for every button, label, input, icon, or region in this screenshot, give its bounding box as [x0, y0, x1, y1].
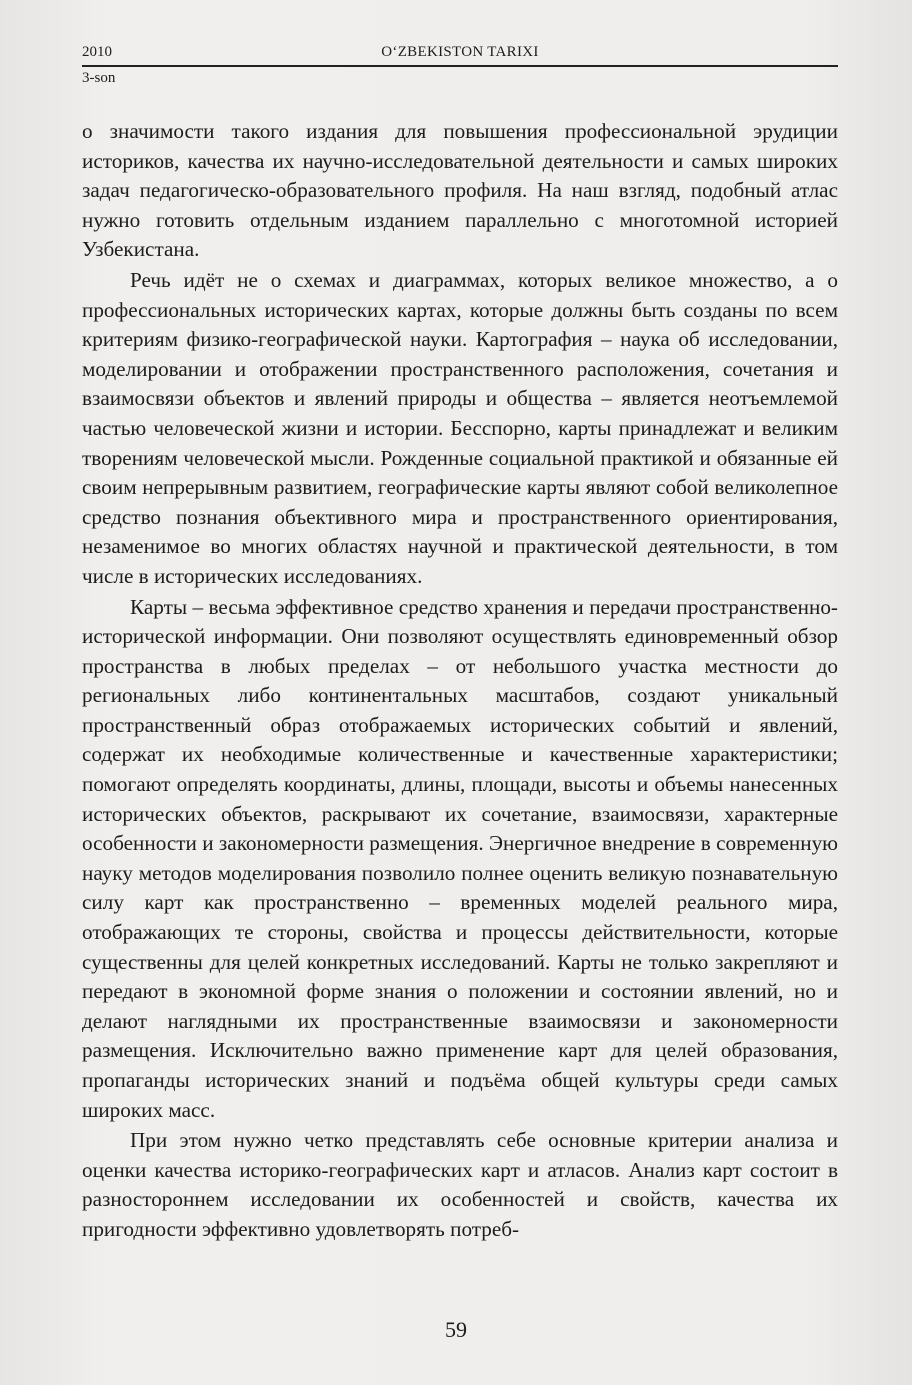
article-body: [82, 117, 838, 1245]
header-year: 2010: [82, 44, 112, 60]
page-number: 59: [445, 1317, 467, 1342]
journal-title: O‘ZBEKISTON TARIXI: [381, 44, 539, 60]
paragraph: Речь идёт не о схемах и диаграммах, которых великое множество, а о профессиональных исторических картах, которые должны быть созданы по всем критериям физико-географической науки. Картография – наука об исследовании, моделировании и отображении пространственного расположения, сочетания и взаимосвязи объектов и явлений природы и общества – является неотъемлемой частью человеческой жизни и истории. Бесспорно, карты принадлежат и великим творениям человеческой мысли. Рожденные социальной практикой и обязанные ей своим непрерывным развитием, географические карты являют собой великолепное средство познания объективного мира и пространственного ориентирования, незаменимое во многих областях научной и практической деятельности, в том числе в исторических исследованиях.: [82, 267, 838, 588]
header-rule: [82, 65, 838, 67]
paragraph: При этом нужно четко представлять себе основные критерии анализа и оценки качества историко-географических карт и атласов. Анализ карт состоит в разностороннем исследовании их особенностей и свойств, качества их пригодности эффективно удовлетворять потреб-: [82, 1128, 838, 1241]
running-header: [82, 44, 838, 84]
paragraph: Карты – весьма эффективное средство хранения и передачи пространственно-исторической информации. Они позволяют осуществлять единовременный обзор пространства в любых пределах – от небольшого участка местности до региональных либо континентальных масштабов, создают уникальный пространственный образ отображаемых исторических событий и явлений, содержат их необходимые количественные и качественные характеристики; помогают определять координаты, длины, площади, высоты и объемы нанесенных исторических объектов, раскрывают их сочетание, взаимосвязи, характерные особенности и закономерности размещения. Энергичное внедрение в современную науку методов моделирования позволило полнее оценить великую познавательную силу карт как пространственно – временных моделей реального мира, отображающих те стороны, свойства и процессы действительности, которые существенны для целей конкретных исследований. Карты не только закрепляют и передают в экономной форме знания о положении и состоянии явлений, но и делают наглядными их пространственные взаимосвязи и закономерности размещения. Исключительно важно применение карт для целей образования, пропаганды исторических знаний и подъёма общей культуры среди самых широких масс.: [82, 594, 838, 1122]
paragraph: о значимости такого издания для повышения профессиональной эрудиции историков, качества их научно-исследовательной деятельности и самых широких задач педагогическо-образовательного профиля. На наш взгляд, подобный атлас нужно готовить отдельным изданием параллельно с многотомной историей Узбекистана.: [82, 119, 838, 262]
header-issue: 3-son: [82, 70, 116, 86]
